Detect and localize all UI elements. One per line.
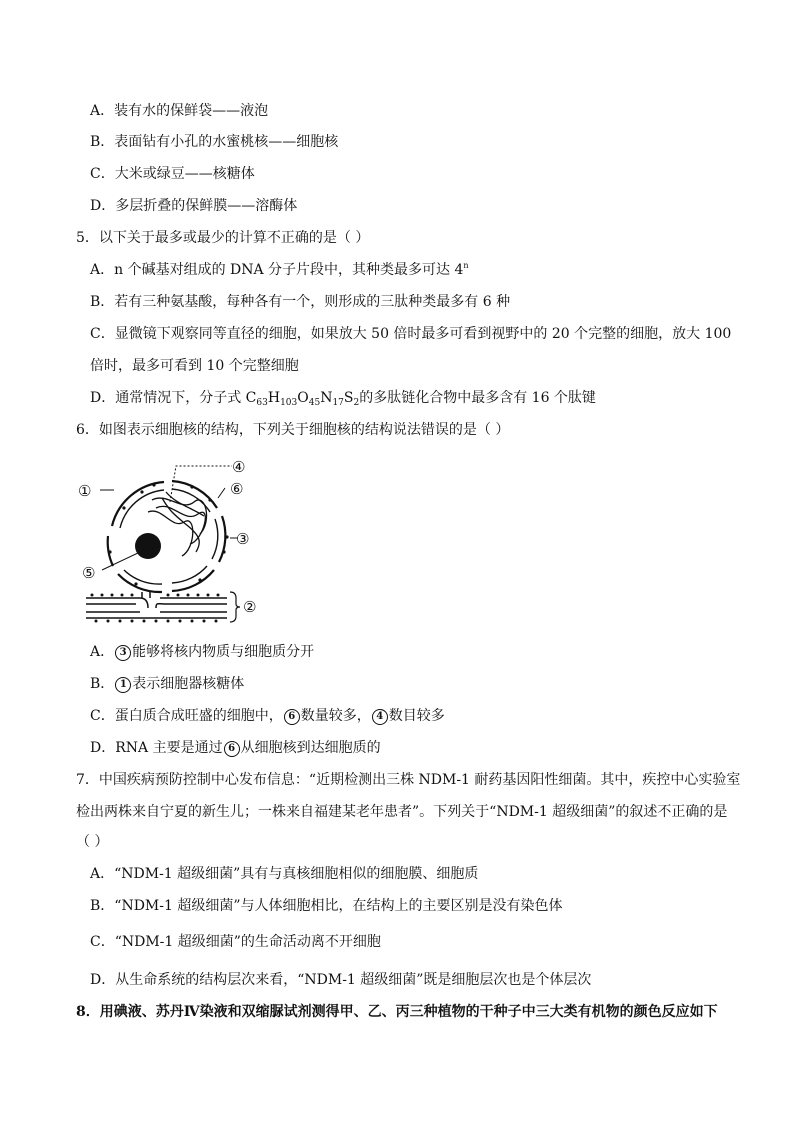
figure-label-3: ③ <box>236 530 250 548</box>
q4-option-c: C．大米或绿豆——核糖体 <box>90 166 255 182</box>
q6-c-circled-number-2: 4 <box>372 709 388 725</box>
q6-option-c <box>90 706 445 726</box>
q6-a-post: 能够将核内物质与细胞质分开 <box>132 644 315 660</box>
figure-label-2: ② <box>243 598 257 616</box>
q7-stem-line3: （ ） <box>76 834 109 850</box>
figure-label-6: ⑥ <box>230 480 244 498</box>
q5-stem: 5．以下关于最多或最少的计算不正确的是（ ） <box>76 230 370 246</box>
q5-option-c-line1: C．显微镜下观察同等直径的细胞，如果放大 50 倍时最多可看到视野中的 20 个完整的细胞，放大 100 <box>90 326 732 342</box>
q6-d-post: 从细胞核到达细胞质的 <box>240 740 381 756</box>
q5-option-b: B．若有三种氨基酸，每种各有一个，则形成的三肽种类最多有 6 种 <box>90 294 511 310</box>
q6-a-pre: A． <box>90 644 115 660</box>
q6-stem: 6．如图表示细胞核的结构，下列关于细胞核的结构说法错误的是（ ） <box>76 422 510 438</box>
q5-d-pre: D．通常情况下，分子式 C <box>90 390 257 406</box>
q6-b-circled-number: 1 <box>115 677 131 693</box>
nucleolus <box>135 533 161 559</box>
q6-c-post: 数目较多 <box>388 708 445 724</box>
q6-option-b <box>90 674 244 694</box>
q7-option-c: C．“NDM-1 超级细菌”的生命活动离不开细胞 <box>90 934 381 950</box>
q4-option-d: D．多层折叠的保鲜膜——溶酶体 <box>90 198 298 214</box>
q5-d-n-sub: 17 <box>332 398 344 408</box>
q6-option-a <box>90 642 314 662</box>
q7-stem-line2: 检出两株来自宁夏的新生儿；一株来自福建某老年患者”。下列关于“NDM-1 超级细菌”的叙述不正确的是 <box>76 804 728 820</box>
q4-option-b: B．表面钻有小孔的水蜜桃核——细胞核 <box>90 134 339 150</box>
q7-option-a: A．“NDM-1 超级细菌”具有与真核细胞相似的细胞膜、细胞质 <box>90 866 479 882</box>
q5-d-c-sub: 63 <box>256 398 268 408</box>
q5-option-a-text: A．n 个碱基对组成的 DNA 分子片段中，其种类最多可达 4 <box>90 262 464 278</box>
q5-d-o: O <box>297 390 309 406</box>
q7-stem-line1: 7．中国疾病预防控制中心发布信息：“近期检测出三株 NDM-1 耐药基因阳性细菌。其中，疾控中心实验室 <box>76 772 741 788</box>
q5-option-c-line2: 倍时，最多可看到 10 个完整细胞 <box>90 358 299 374</box>
q6-d-circled-number: 6 <box>224 741 240 757</box>
nucleus-structure-figure <box>72 452 272 624</box>
q5-d-s: S <box>343 390 354 406</box>
nuclear-envelope <box>108 481 226 592</box>
q6-c-mid: 数量较多， <box>300 708 371 724</box>
q6-c-pre: C．蛋白质合成旺盛的细胞中， <box>90 708 283 724</box>
figure-label-4: ④ <box>232 458 246 476</box>
q6-b-post: 表示细胞器核糖体 <box>132 676 245 692</box>
q4-option-a: A．装有水的保鲜袋——液泡 <box>90 103 269 119</box>
q5-option-a <box>90 260 469 280</box>
q5-d-h-sub: 103 <box>280 398 298 408</box>
endoplasmic-reticulum <box>86 592 227 618</box>
q8-stem: 8．用碘液、苏丹Ⅳ染液和双缩脲试剂测得甲、乙、丙三种植物的干种子中三大类有机物的颜色反应如下 <box>76 1004 718 1020</box>
q5-d-o-sub: 45 <box>308 398 321 408</box>
q5-d-n: N <box>320 390 333 406</box>
q5-d-post: 的多肽链化合物中最多含有 16 个肽键 <box>359 390 596 406</box>
q6-option-d <box>90 738 381 758</box>
figure-label-1: ① <box>78 482 92 500</box>
q6-d-pre: D．RNA 主要是通过 <box>90 740 223 756</box>
figure-label-5: ⑤ <box>82 564 96 582</box>
q5-d-h: H <box>267 390 281 406</box>
q6-a-circled-number: 3 <box>115 645 131 661</box>
q7-option-b: B．“NDM-1 超级细菌”与人体细胞相比，在结构上的主要区别是没有染色体 <box>90 898 563 914</box>
q5-option-d <box>90 388 596 408</box>
q5-d-s-sub: 2 <box>353 398 360 408</box>
q6-c-circled-number-1: 6 <box>284 709 300 725</box>
q5-option-a-exponent: n <box>463 261 469 270</box>
q7-option-d: D．从生命系统的结构层次来看，“NDM-1 超级细菌”既是细胞层次也是个体层次 <box>90 972 592 988</box>
q6-b-pre: B． <box>90 676 115 692</box>
